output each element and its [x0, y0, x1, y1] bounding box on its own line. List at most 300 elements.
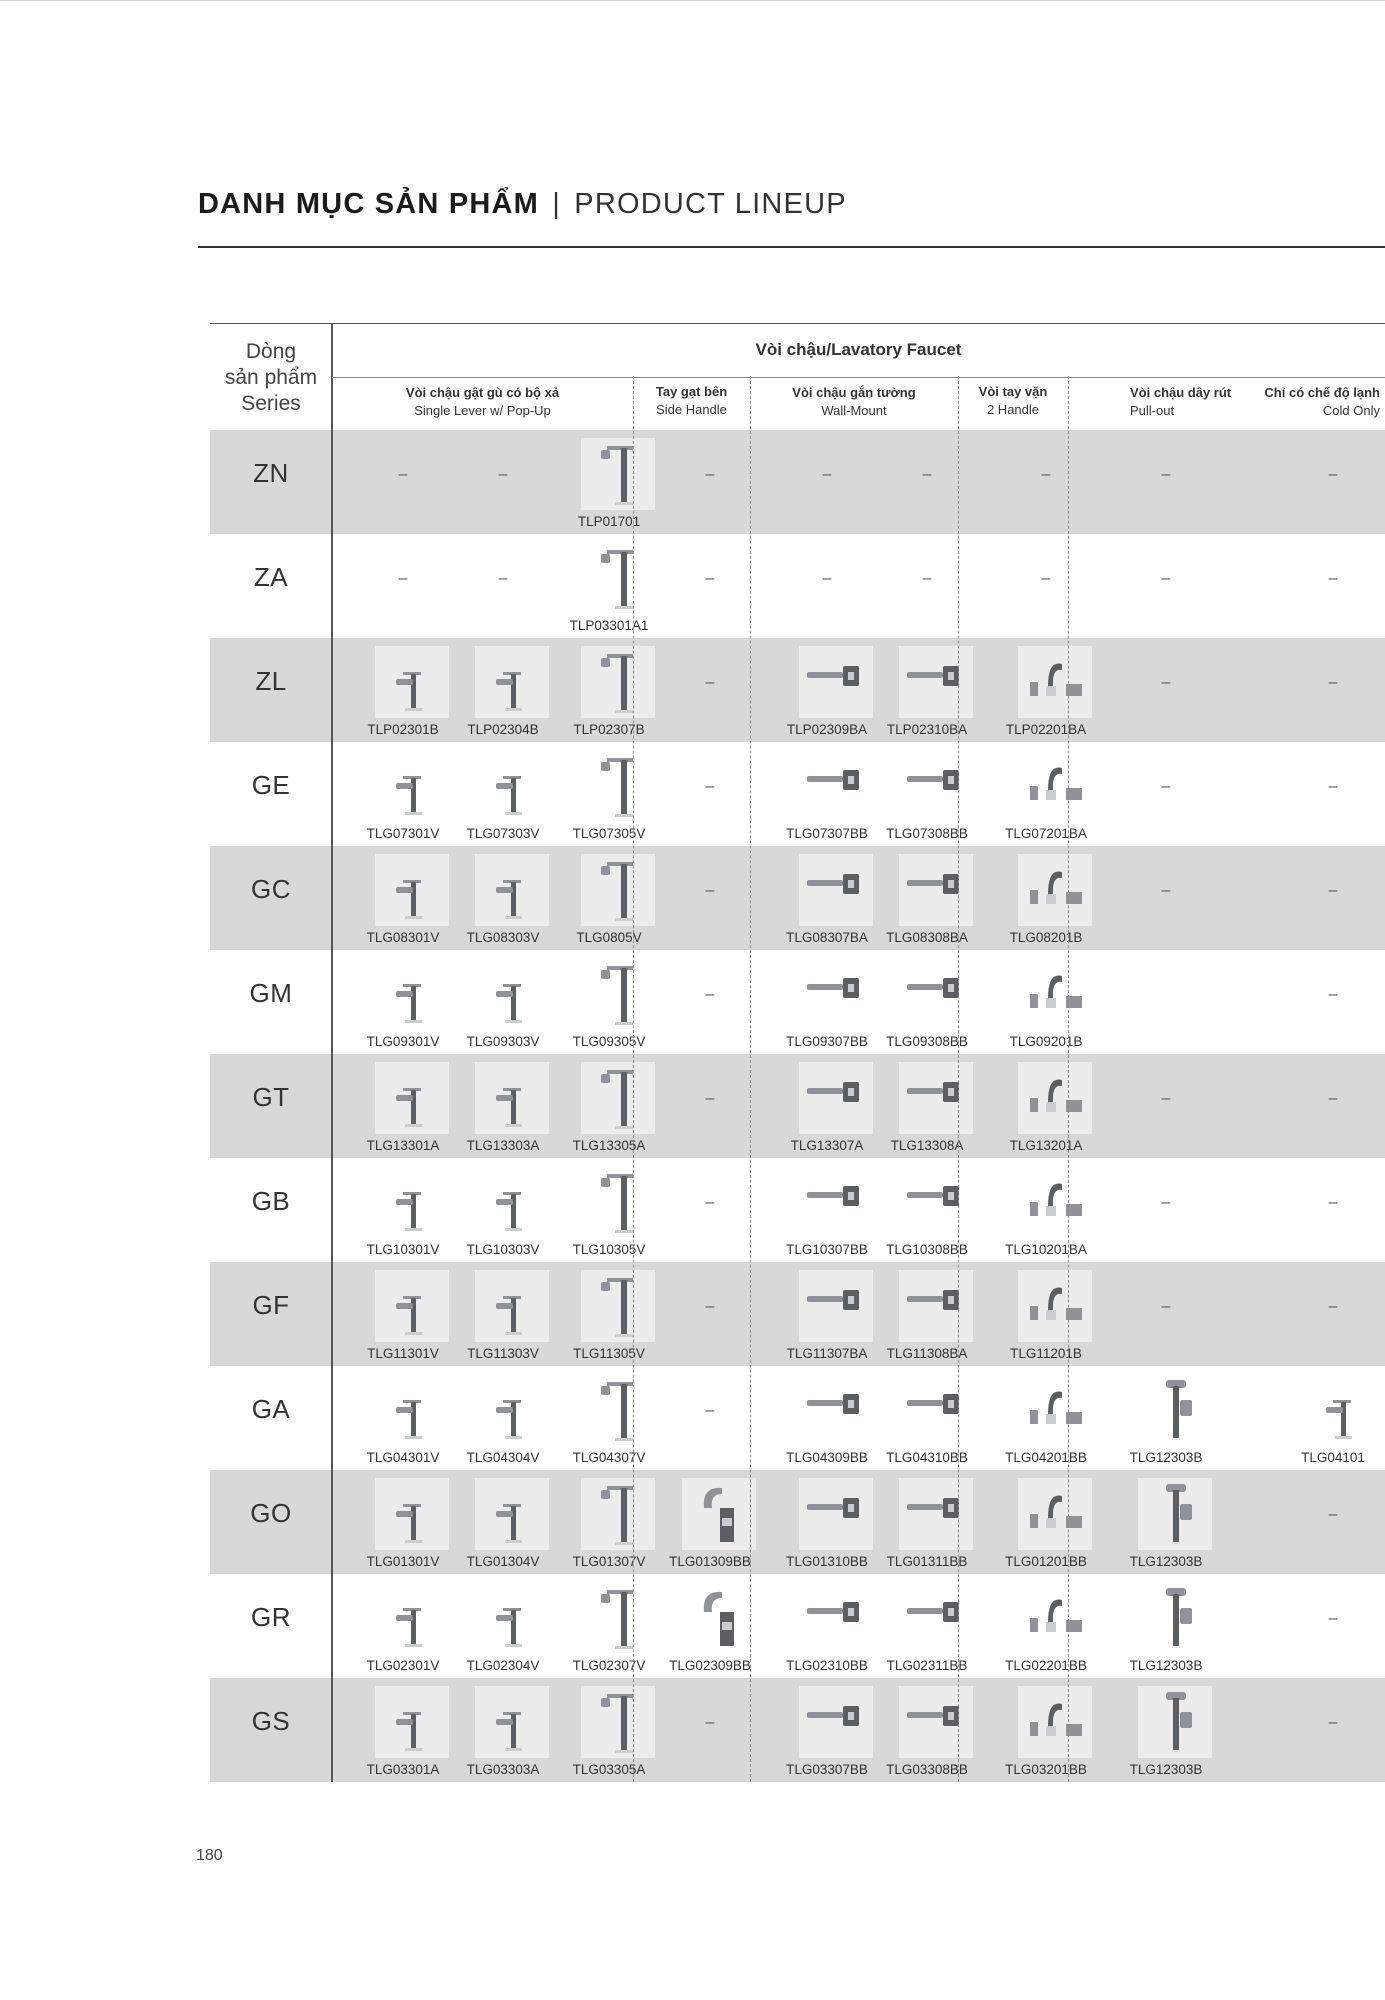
product-cell [1118, 534, 1214, 638]
product-cell [779, 846, 875, 950]
product-cell [561, 1574, 657, 1678]
product-cell [662, 638, 758, 742]
empty-dash: – [1161, 674, 1171, 691]
faucet-image [799, 1582, 873, 1654]
product-cell [879, 1262, 975, 1366]
empty-dash: – [1328, 1714, 1338, 1731]
faucet-image [475, 958, 549, 1030]
product-cell [561, 1366, 657, 1470]
empty-dash: – [1161, 1090, 1171, 1107]
product-code: TLG10308BB [886, 1242, 968, 1257]
product-cell [1285, 638, 1381, 742]
empty-dash: – [1328, 1194, 1338, 1211]
product-cell [879, 430, 975, 534]
subheader-cold-only-vi: Chỉ có chế độ lạnh [1264, 385, 1380, 400]
faucet-image [899, 1686, 973, 1758]
product-code: TLG04101 [1301, 1450, 1365, 1465]
faucet-image [375, 1062, 449, 1134]
subheader-single-lever [332, 384, 633, 420]
product-cell [1285, 430, 1381, 534]
faucet-image [1018, 854, 1092, 926]
empty-dash: – [705, 570, 715, 587]
product-cell [455, 534, 551, 638]
series-header-vi-2: sản phẩm [224, 365, 318, 389]
empty-dash: – [1161, 570, 1171, 587]
product-code: TLG11301V [367, 1346, 439, 1361]
product-code: TLG10305V [572, 1242, 646, 1257]
faucet-image [899, 1166, 973, 1238]
product-code: TLG08307BA [786, 930, 868, 945]
product-code: TLG13303A [466, 1138, 540, 1153]
product-cell [998, 950, 1094, 1054]
product-code: TLG01311BB [886, 1554, 968, 1569]
page-title-en: PRODUCT LINEUP [574, 188, 847, 220]
product-cell [455, 1158, 551, 1262]
faucet-image [375, 1478, 449, 1550]
faucet-image [581, 1478, 655, 1550]
product-code: TLP02201BA [1005, 722, 1087, 737]
faucet-image [799, 646, 873, 718]
empty-dash: – [1328, 778, 1338, 795]
product-code: TLG01307V [572, 1554, 646, 1569]
product-cell [1285, 1574, 1381, 1678]
product-cell [455, 430, 551, 534]
product-code: TLP03301A1 [569, 618, 649, 633]
faucet-image [1018, 1374, 1092, 1446]
product-cell [355, 534, 451, 638]
product-cell [879, 1366, 975, 1470]
faucet-image [581, 1374, 655, 1446]
empty-dash: – [1328, 1090, 1338, 1107]
product-cell [1285, 534, 1381, 638]
product-code: TLG13301A [366, 1138, 440, 1153]
product-cell [455, 1470, 551, 1574]
product-cell [355, 1574, 451, 1678]
product-cell [355, 742, 451, 846]
series-code: ZN [253, 458, 289, 488]
subheader-wall-mount-en: Wall-Mount [821, 403, 887, 418]
product-cell [1285, 1054, 1381, 1158]
title-separator: | [552, 188, 562, 220]
product-code: TLG10301V [366, 1242, 440, 1257]
product-cell [1118, 846, 1214, 950]
empty-dash: – [705, 674, 715, 691]
product-cell [662, 846, 758, 950]
faucet-image [375, 854, 449, 926]
product-cell [561, 742, 657, 846]
product-code: TLG12303B [1129, 1762, 1203, 1777]
product-lineup-table [210, 323, 1385, 1777]
product-cell [779, 1366, 875, 1470]
faucet-image [375, 958, 449, 1030]
product-code: TLG07307BB [786, 826, 868, 841]
product-code: TLG08308BA [886, 930, 968, 945]
product-code: TLG01310BB [786, 1554, 868, 1569]
product-cell [1285, 950, 1381, 1054]
product-cell [998, 1678, 1094, 1782]
product-code: TLG03303A [466, 1762, 540, 1777]
faucet-image [799, 1062, 873, 1134]
table-row [210, 742, 1385, 846]
series-code: GC [251, 874, 291, 904]
faucet-image [799, 1374, 873, 1446]
faucet-image [1018, 1270, 1092, 1342]
subheader-pull-out-en: Pull-out [1130, 403, 1175, 418]
series-header-vi-1: Dòng [245, 339, 297, 363]
column-divider [958, 376, 959, 1782]
product-cell [998, 1054, 1094, 1158]
table-row [210, 430, 1385, 534]
product-cell [879, 1574, 975, 1678]
product-cell [779, 950, 875, 1054]
product-code: TLG02307V [572, 1658, 646, 1673]
product-code: TLG03308BB [886, 1762, 968, 1777]
empty-dash: – [1161, 1298, 1171, 1315]
product-cell [561, 846, 657, 950]
product-cell [879, 534, 975, 638]
series-code: GS [251, 1706, 291, 1736]
product-cell [879, 1158, 975, 1262]
product-cell [561, 1678, 657, 1782]
faucet-image [375, 1374, 449, 1446]
faucet-image [799, 750, 873, 822]
product-cell [879, 950, 975, 1054]
faucet-image [475, 646, 549, 718]
product-cell [1285, 846, 1381, 950]
product-cell [779, 638, 875, 742]
series-code: GB [251, 1186, 291, 1216]
table-header [210, 323, 1385, 431]
product-cell [1118, 1366, 1214, 1470]
subheader-two-handle-vi: Vòi tay vặn [978, 384, 1048, 399]
faucet-image [799, 958, 873, 1030]
product-cell [1118, 950, 1214, 1054]
product-code: TLG04201BB [1005, 1450, 1087, 1465]
product-code: TLG02301V [366, 1658, 440, 1673]
empty-dash: – [1161, 466, 1171, 483]
empty-dash: – [1328, 570, 1338, 587]
faucet-image [475, 750, 549, 822]
faucet-image [581, 1270, 655, 1342]
product-cell [779, 1158, 875, 1262]
product-cell [355, 846, 451, 950]
empty-dash: – [498, 570, 508, 587]
product-code: TLG01301V [366, 1554, 440, 1569]
faucet-image [1138, 1478, 1212, 1550]
faucet-image [375, 1166, 449, 1238]
subheader-single-lever-vi: Vòi chậu gật gù có bộ xả [405, 385, 560, 400]
faucet-image [475, 1270, 549, 1342]
faucet-image [475, 854, 549, 926]
subheader-single-lever-en: Single Lever w/ Pop-Up [414, 403, 551, 418]
faucet-image [1138, 1582, 1212, 1654]
title-underline [198, 246, 1385, 248]
faucet-image [799, 1686, 873, 1758]
series-code: GT [252, 1082, 290, 1112]
product-cell [879, 1054, 975, 1158]
faucet-image [581, 1166, 655, 1238]
table-row [210, 1366, 1385, 1470]
product-cell [355, 1158, 451, 1262]
product-code: TLG07308BB [886, 826, 968, 841]
product-code: TLP02304B [467, 722, 539, 737]
product-code: TLG07303V [466, 826, 540, 841]
product-cell [355, 1054, 451, 1158]
top-border [0, 0, 1385, 1]
product-cell [662, 1054, 758, 1158]
product-cell [1118, 638, 1214, 742]
product-code: TLG12303B [1129, 1450, 1203, 1465]
product-code: TLG02304V [466, 1658, 540, 1673]
subheader-wall-mount [750, 384, 958, 420]
product-code: TLP02310BA [886, 722, 968, 737]
faucet-image [682, 1478, 756, 1550]
empty-dash: – [705, 1714, 715, 1731]
product-code: TLG04310BB [886, 1450, 968, 1465]
product-cell [455, 1366, 551, 1470]
product-cell [561, 534, 657, 638]
empty-dash: – [1041, 570, 1051, 587]
product-code: TLG09305V [572, 1034, 646, 1049]
empty-dash: – [1328, 1298, 1338, 1315]
faucet-image [581, 1686, 655, 1758]
product-cell [455, 742, 551, 846]
product-code: TLG09303V [466, 1034, 540, 1049]
product-code: TLG07301V [366, 826, 440, 841]
product-cell [662, 1678, 758, 1782]
product-code: TLG11307BA [786, 1346, 868, 1361]
table-row [210, 1262, 1385, 1366]
product-cell [662, 1262, 758, 1366]
faucet-image [475, 1686, 549, 1758]
faucet-image [1018, 1582, 1092, 1654]
subheader-side-handle-en: Side Handle [656, 402, 727, 417]
product-code: TLG08301V [366, 930, 440, 945]
table-row [210, 846, 1385, 950]
column-divider [1068, 376, 1069, 1782]
product-code: TLG13305A [572, 1138, 646, 1153]
product-cell [355, 430, 451, 534]
product-code: TLP02301B [367, 722, 439, 737]
product-cell [779, 534, 875, 638]
product-code: TLG09301V [366, 1034, 440, 1049]
table-row [210, 1470, 1385, 1574]
faucet-image [475, 1062, 549, 1134]
product-code: TLP02309BA [786, 722, 868, 737]
product-cell [879, 742, 975, 846]
product-cell [561, 1262, 657, 1366]
series-column-header [210, 324, 332, 431]
empty-dash: – [705, 986, 715, 1003]
empty-dash: – [705, 1298, 715, 1315]
table-row [210, 950, 1385, 1054]
column-divider [633, 376, 634, 1782]
product-cell [355, 638, 451, 742]
product-code: TLG03201BB [1005, 1762, 1087, 1777]
series-divider-body [331, 430, 333, 1782]
subheader-two-handle-en: 2 Handle [986, 402, 1040, 417]
product-cell [1118, 1678, 1214, 1782]
product-cell [779, 1678, 875, 1782]
product-cell [1118, 1470, 1214, 1574]
empty-dash: – [822, 570, 832, 587]
faucet-image [581, 958, 655, 1030]
faucet-image [1018, 1166, 1092, 1238]
page-title-vi: DANH MỤC SẢN PHẨM [198, 188, 540, 220]
product-cell [455, 846, 551, 950]
product-code: TLG12303B [1129, 1658, 1203, 1673]
empty-dash: – [1328, 986, 1338, 1003]
faucet-image [475, 1374, 549, 1446]
series-code: GO [250, 1498, 292, 1528]
product-code: TLG08201B [1009, 930, 1083, 945]
product-cell [355, 1470, 451, 1574]
product-cell [561, 950, 657, 1054]
product-cell [1118, 1054, 1214, 1158]
faucet-image [1018, 750, 1092, 822]
product-cell [455, 950, 551, 1054]
product-code: TLG10307BB [786, 1242, 868, 1257]
product-code: TLG0805V [576, 930, 642, 945]
product-cell [662, 742, 758, 846]
product-code: TLG02311BB [886, 1658, 968, 1673]
product-cell [561, 1470, 657, 1574]
product-cell [662, 1574, 758, 1678]
product-code: TLG02201BB [1005, 1658, 1087, 1673]
product-cell [561, 1054, 657, 1158]
empty-dash: – [1161, 778, 1171, 795]
series-code: ZA [253, 562, 289, 592]
subheader-wall-mount-vi: Vòi chậu gắn tường [792, 385, 916, 400]
product-cell [662, 430, 758, 534]
product-cell [455, 1262, 551, 1366]
product-cell [662, 1470, 758, 1574]
faucet-image [682, 1582, 756, 1654]
subheader-pull-out [1130, 384, 1250, 420]
product-code: TLG13307A [790, 1138, 864, 1153]
faucet-image [581, 1062, 655, 1134]
faucet-image [899, 1270, 973, 1342]
subheader-cold-only [1245, 384, 1380, 420]
product-code: TLG10201BA [1005, 1242, 1087, 1257]
product-cell [455, 638, 551, 742]
faucet-image [1138, 1374, 1212, 1446]
table-row [210, 1054, 1385, 1158]
series-header-en: Series [241, 391, 301, 415]
empty-dash: – [1328, 882, 1338, 899]
product-cell [1285, 1678, 1381, 1782]
product-code: TLG13201A [1009, 1138, 1083, 1153]
faucet-image [375, 1686, 449, 1758]
faucet-image [1018, 646, 1092, 718]
faucet-image [1305, 1374, 1379, 1446]
faucet-image [899, 854, 973, 926]
faucet-image [1138, 1686, 1212, 1758]
faucet-image [899, 1062, 973, 1134]
product-cell [455, 1054, 551, 1158]
table-row [210, 1574, 1385, 1678]
product-code: TLG03307BB [786, 1762, 868, 1777]
product-code: TLG11305V [573, 1346, 645, 1361]
faucet-image [899, 646, 973, 718]
lavatory-faucet-group-header: Vòi chậu/Lavatory Faucet [755, 340, 962, 359]
series-code: GM [249, 978, 293, 1008]
product-cell [355, 1678, 451, 1782]
product-code: TLG11201B [1010, 1346, 1082, 1361]
faucet-image [799, 854, 873, 926]
product-cell [779, 1262, 875, 1366]
faucet-image [1018, 1062, 1092, 1134]
faucet-image [799, 1478, 873, 1550]
series-code: ZL [255, 666, 287, 696]
product-cell [879, 1470, 975, 1574]
empty-dash: – [705, 778, 715, 795]
product-cell [662, 1366, 758, 1470]
product-code: TLG01304V [466, 1554, 540, 1569]
series-code: GR [251, 1602, 291, 1632]
product-cell [779, 1054, 875, 1158]
faucet-image [581, 854, 655, 926]
product-cell [355, 1366, 451, 1470]
product-code: TLP01701 [577, 514, 641, 529]
product-cell [1118, 430, 1214, 534]
product-code: TLG07201BA [1005, 826, 1087, 841]
faucet-image [1018, 1686, 1092, 1758]
product-cell [1118, 1262, 1214, 1366]
product-cell [1118, 1158, 1214, 1262]
product-cell [998, 1366, 1094, 1470]
product-cell [998, 846, 1094, 950]
product-code: TLG02309BB [669, 1658, 751, 1673]
product-code: TLG10303V [466, 1242, 540, 1257]
product-cell [998, 430, 1094, 534]
empty-dash: – [1328, 1506, 1338, 1523]
product-cell [355, 1262, 451, 1366]
empty-dash: – [705, 466, 715, 483]
product-cell [998, 1574, 1094, 1678]
subheader-two-handle [958, 383, 1068, 419]
product-cell [561, 638, 657, 742]
faucet-image [899, 1374, 973, 1446]
product-cell [998, 742, 1094, 846]
product-code: TLG09308BB [886, 1034, 968, 1049]
product-code: TLG04304V [466, 1450, 540, 1465]
product-cell [998, 1262, 1094, 1366]
faucet-image [1018, 1478, 1092, 1550]
product-cell [998, 1158, 1094, 1262]
table-row [210, 638, 1385, 742]
product-code: TLG04307V [572, 1450, 646, 1465]
faucet-image [475, 1166, 549, 1238]
faucet-image [1018, 958, 1092, 1030]
empty-dash: – [705, 1090, 715, 1107]
product-code: TLG12303B [1129, 1554, 1203, 1569]
product-cell [1118, 742, 1214, 846]
empty-dash: – [705, 1402, 715, 1419]
product-cell [561, 430, 657, 534]
product-cell [662, 1158, 758, 1262]
subheader-cold-only-en: Cold Only [1322, 403, 1380, 418]
table-row [210, 534, 1385, 638]
faucet-image [581, 542, 655, 614]
product-code: TLG03305A [572, 1762, 646, 1777]
subheader-side-handle [633, 383, 750, 419]
product-cell [998, 638, 1094, 742]
product-code: TLG03301A [366, 1762, 440, 1777]
product-code: TLG11303V [467, 1346, 539, 1361]
table-row [210, 1678, 1385, 1782]
empty-dash: – [922, 570, 932, 587]
